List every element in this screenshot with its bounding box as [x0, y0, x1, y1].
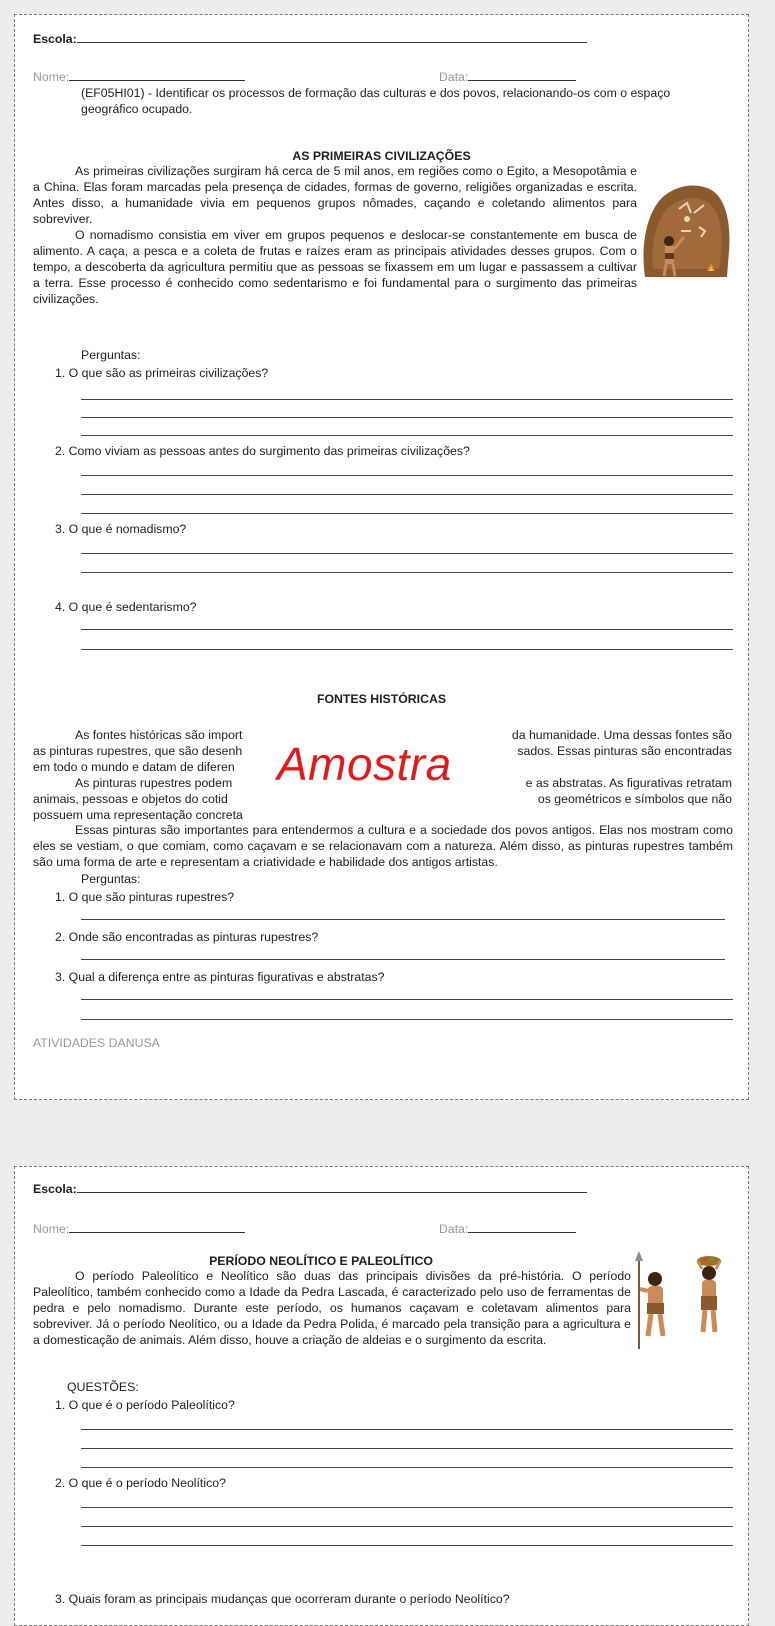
answer-line[interactable] [81, 475, 733, 476]
sources-line-5b: os geométricos e símbolos que não [537, 792, 732, 806]
answer-line[interactable] [81, 649, 733, 650]
sources-line-6a: possuem uma representação concreta [33, 808, 243, 822]
date-label: Data: [439, 1222, 469, 1236]
answer-line[interactable] [81, 494, 733, 495]
prehistoric-people-icon [633, 1251, 733, 1357]
skill-code-line1: (EF05HI01) - Identificar os processos de formação das culturas e dos povos, relacionando-os com o espaço [81, 86, 671, 100]
school-label: Escola: [33, 1182, 77, 1196]
school-blank[interactable] [77, 31, 587, 43]
sources-line-5a: animais, pessoas e objetos do cotid [33, 792, 228, 806]
school-blank[interactable] [77, 1181, 587, 1193]
date-field-2 [439, 1221, 576, 1237]
sources-line-4b: e as abstratas. As figurativas retratam [525, 776, 732, 790]
question-4: 4. O que é sedentarismo? [55, 600, 197, 614]
questions-label-2: Perguntas: [81, 872, 141, 886]
question-rock-art-1: 1. O que são pinturas rupestres? [55, 890, 235, 904]
date-field [439, 69, 576, 85]
question-2: 2. Como viviam as pessoas antes do surgimento das primeiras civilizações? [55, 444, 470, 458]
name-label: Nome: [33, 1222, 70, 1236]
questions-label-3: QUESTÕES: [67, 1380, 139, 1394]
date-label: Data: [439, 70, 469, 84]
section-title-neolithic: PERÍODO NEOLÍTICO E PALEOLÍTICO [209, 1254, 433, 1268]
footer-brand: ATIVIDADES DANUSA [33, 1036, 160, 1050]
name-blank[interactable] [69, 1221, 245, 1233]
name-label: Nome: [33, 70, 70, 84]
answer-line[interactable] [81, 1507, 733, 1508]
image-float-spacer [637, 228, 733, 276]
sources-line-3a: em todo o mundo e datam de diferen [33, 760, 235, 774]
answer-line[interactable] [81, 1545, 733, 1546]
question-rock-art-3: 3. Qual a diferença entre as pinturas figurativas e abstratas? [55, 970, 385, 984]
worksheet-page-1 [14, 14, 749, 1100]
answer-line[interactable] [81, 1448, 733, 1449]
question-1: 1. O que são as primeiras civilizações? [55, 366, 269, 380]
name-blank[interactable] [69, 69, 245, 81]
question-rock-art-2: 2. Onde são encontradas as pinturas rupestres? [55, 930, 319, 944]
answer-line[interactable] [81, 1019, 733, 1020]
name-field-2 [33, 1221, 245, 1237]
answer-line[interactable] [81, 417, 733, 418]
paragraph-nomadism-wrapped [33, 228, 733, 308]
answer-line[interactable] [81, 1467, 733, 1468]
question-3: 3. O que é nomadismo? [55, 522, 187, 536]
question-neolithic: 2. O que é o período Neolítico? [55, 1476, 226, 1490]
answer-line[interactable] [81, 629, 733, 630]
answer-line[interactable] [81, 435, 733, 436]
skill-code-line2: geográfico ocupado. [81, 102, 193, 116]
paragraph-neolithic: O período Paleolítico e Neolítico são duas das principais divisões da pré-história. O período Paleolítico, também conhecido como a Idade da Pedra Lascada, é caracterizado pelo uso de ferramentas de pedra e pelo nomadismo. Durante este período, os humanos caçavam e coletavam alimentos para sobreviver. Já o período Neolítico, ou a Idade da Pedra Polida, é marcado pela transição para a agricultura e a domesticação de animais. Além disso, houve a criação de aldeias e o surgimento da escrita. [33, 1269, 631, 1347]
answer-line[interactable] [81, 999, 733, 1000]
date-blank[interactable] [468, 69, 576, 81]
sources-line-1b: da humanidade. Uma dessas fontes são [511, 728, 732, 742]
answer-line[interactable] [81, 553, 733, 554]
paragraph-civilizations-1: As primeiras civilizações surgiram há cerca de 5 mil anos, em regiões como o Egito, a Mesopotâmia e a China. Elas foram marcadas pela presença de cidades, formas de governo, religiões organizadas e escrita. Antes disso, a humanidade vivia em pequenos grupos nômades, caçando e coletando alimentos para sobreviver. [33, 164, 637, 226]
date-blank[interactable] [468, 1221, 576, 1233]
question-paleolithic: 1. O que é o período Paleolítico? [55, 1398, 235, 1412]
sources-line-4a: As pinturas rupestres podem [75, 776, 233, 790]
answer-line[interactable] [81, 513, 733, 514]
paragraph-rock-art-importance: Essas pinturas são importantes para entendermos a cultura e a sociedade dos povos antigos. Elas nos mostram como eles se vestiam, o que comiam, como caçavam e se relacionavam com a natureza. Além disso, as pinturas rupestres também são uma forma de arte e representam a criatividade e habilidade dos antigos artistas. [33, 823, 733, 869]
worksheet-page-2 [14, 1166, 749, 1626]
section-title-civilizations: AS PRIMEIRAS CIVILIZAÇÕES [292, 149, 471, 163]
sources-line-1a: As fontes históricas são import [75, 728, 243, 742]
section-title-historical-sources: FONTES HISTÓRICAS [316, 692, 447, 706]
school-field [33, 31, 587, 47]
question-neolithic-changes: 3. Quais foram as principais mudanças que ocorreram durante o período Neolítico? [55, 1592, 510, 1606]
sources-line-2b: sados. Essas pinturas são encontradas [517, 744, 732, 758]
answer-line[interactable] [81, 572, 733, 573]
answer-line[interactable] [81, 959, 725, 960]
answer-line[interactable] [81, 1526, 733, 1527]
school-label: Escola: [33, 32, 77, 46]
prehistoric-people-illustration [633, 1251, 733, 1357]
paragraph-nomadism: O nomadismo consistia em viver em grupos pequenos e deslocar-se constantemente em busca de alimento. A caça, a pesca e a coleta de frutas e raízes eram as principais atividades desses grupos. Com o tempo, a descoberta da agricultura permitiu que as pessoas se fixassem em um lugar e passassem a cultivar a terra. Esse processo é conhecido como sedentarismo e foi fundamental para o surgimento das primeiras civilizações. [33, 228, 637, 306]
answer-line[interactable] [81, 399, 733, 400]
answer-line[interactable] [81, 919, 725, 920]
watermark-text: Amostra [277, 738, 452, 790]
name-field [33, 69, 245, 85]
sources-line-2a: as pinturas rupestres, que são desenh [33, 744, 243, 758]
questions-label: Perguntas: [81, 348, 141, 362]
school-field-2 [33, 1181, 587, 1197]
answer-line[interactable] [81, 1429, 733, 1430]
